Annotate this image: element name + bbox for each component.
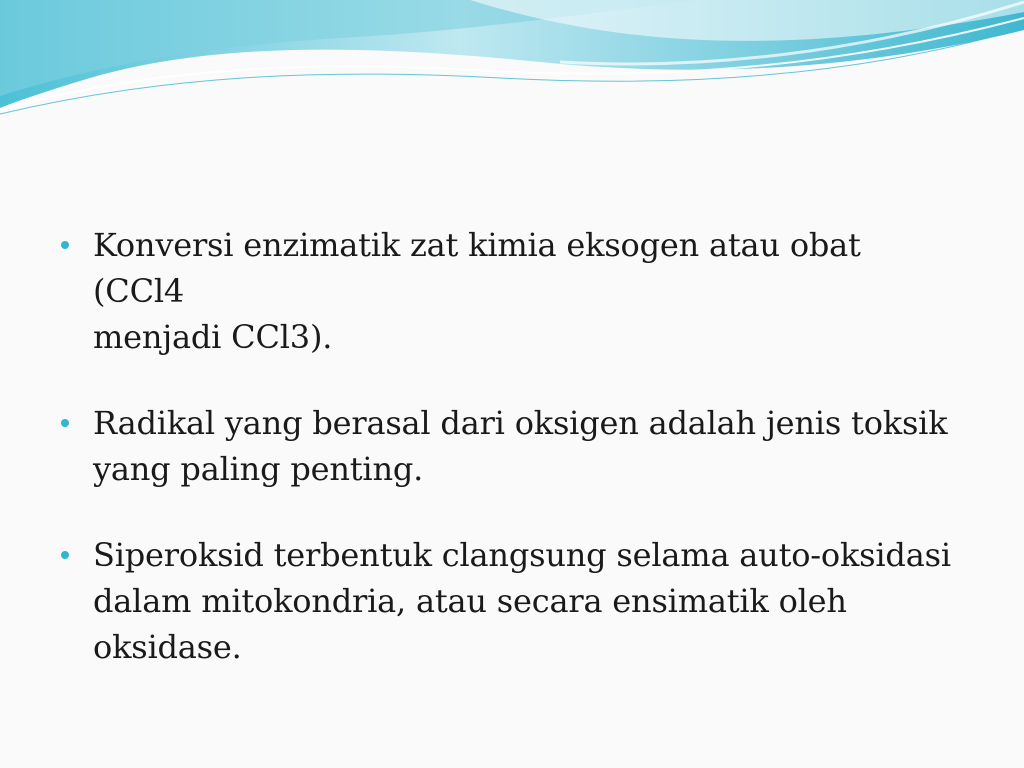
bullet-dot-icon <box>56 532 74 578</box>
bullet-line: menjadi CCl3). <box>93 318 333 356</box>
bullet-dot-icon <box>56 400 74 446</box>
bullet-list <box>56 222 956 670</box>
bullet-item <box>56 400 956 492</box>
bullet-line: dalam mitokondria, atau secara ensimatik oleh <box>93 582 847 620</box>
slide-content <box>56 222 956 710</box>
bullet-line: oksidase. <box>93 628 242 666</box>
header-wave-decoration <box>0 0 1024 130</box>
bullet-line: Siperoksid terbentuk clangsung selama auto-oksidasi <box>93 536 951 574</box>
bullet-line: yang paling penting. <box>93 450 424 488</box>
bullet-line: Konversi enzimatik zat kimia eksogen atau obat (CCl4 <box>93 226 861 310</box>
bullet-line: Radikal yang berasal dari oksigen adalah jenis toksik <box>93 404 948 442</box>
bullet-dot-icon <box>56 222 74 268</box>
bullet-item <box>56 532 956 670</box>
bullet-item <box>56 222 956 360</box>
